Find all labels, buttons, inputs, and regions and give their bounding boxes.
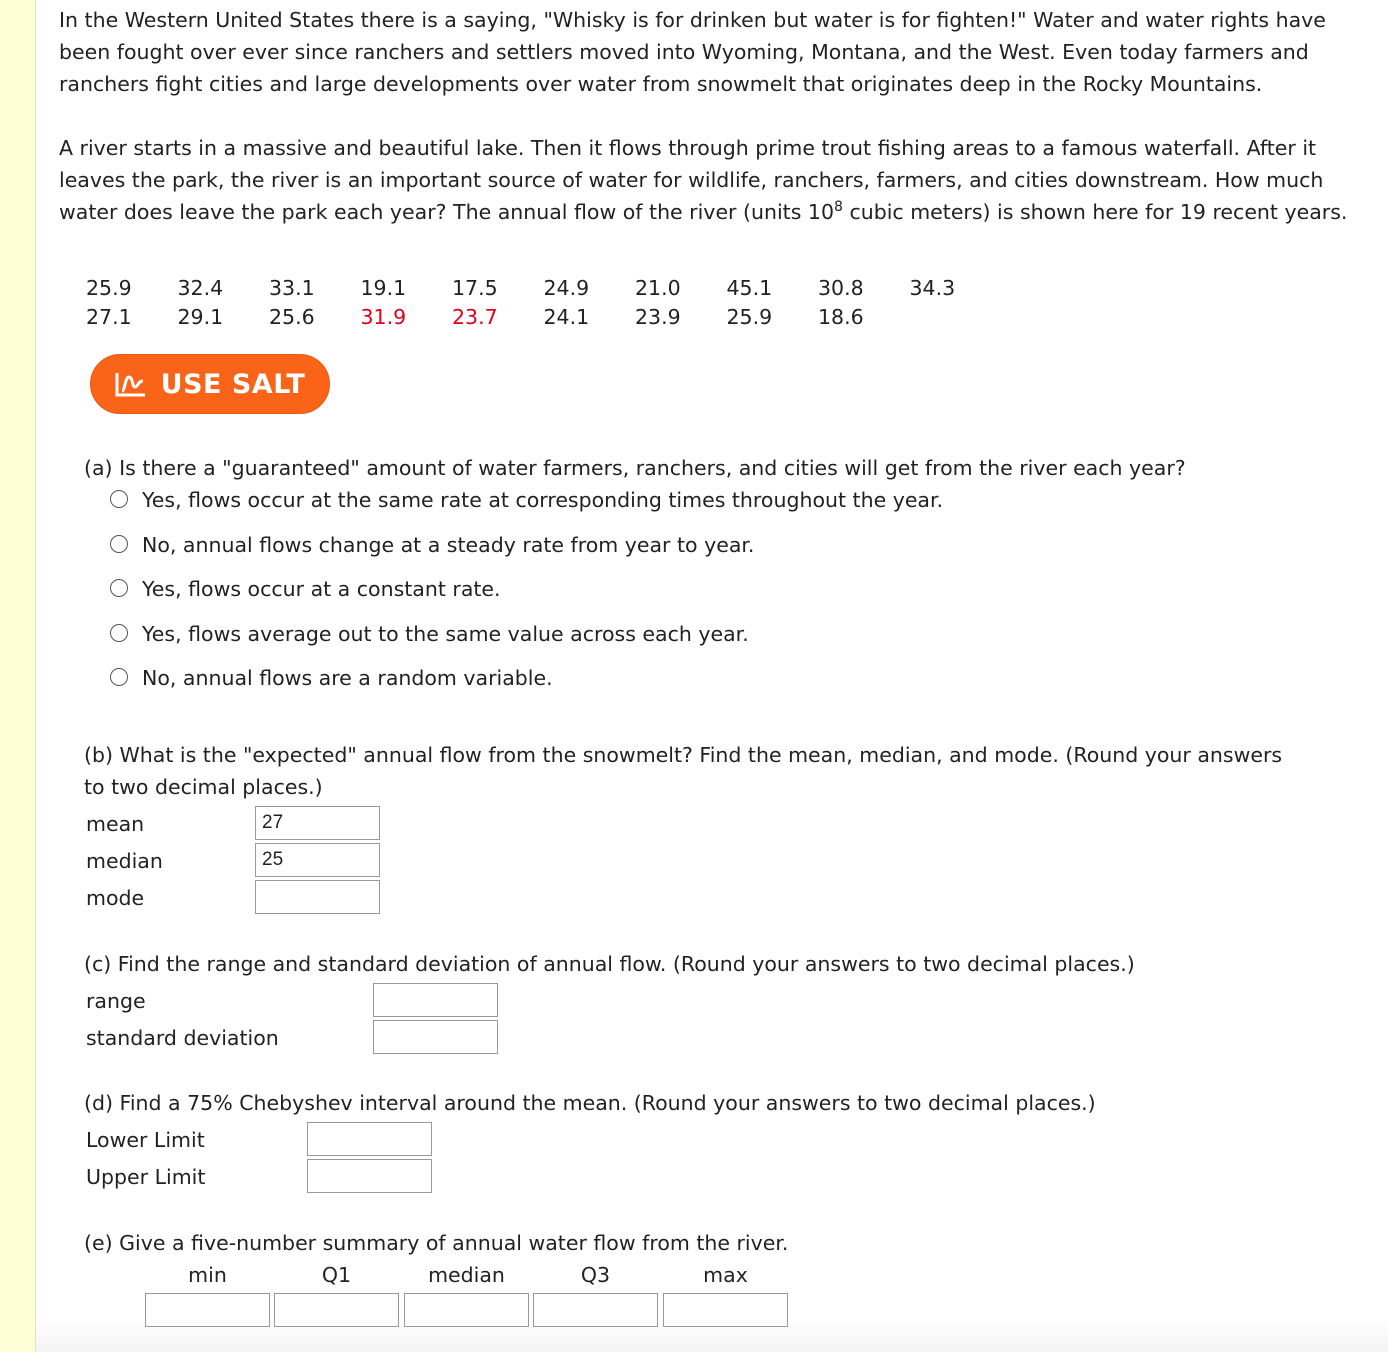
mean-input[interactable]: [255, 806, 380, 840]
option-3[interactable]: [84, 573, 1284, 618]
part-c: [84, 948, 1284, 1056]
option-5[interactable]: [84, 662, 1284, 707]
mode-label: mode: [86, 886, 145, 910]
range-row: [84, 982, 1284, 1019]
lower-limit-row: [84, 1121, 1284, 1158]
data-cell: 23.9: [635, 305, 681, 329]
option-4[interactable]: [84, 618, 1284, 663]
sd-input[interactable]: [373, 1020, 498, 1054]
q1-label: Q1: [321, 1263, 352, 1287]
use-salt-label: USE SALT: [160, 368, 306, 400]
data-row-2: [86, 303, 1001, 332]
exponent: 8: [834, 199, 843, 216]
max-label: max: [703, 1263, 748, 1287]
q1-input[interactable]: [274, 1293, 399, 1327]
radio-button[interactable]: [110, 490, 128, 508]
min-label: min: [188, 1263, 227, 1287]
part-c-question: (c) Find the range and standard deviation of annual flow. (Round your answers to two decimal places.): [84, 952, 1135, 976]
radio-button[interactable]: [110, 624, 128, 642]
intro-text: [59, 4, 1369, 228]
left-margin-strip: [0, 0, 36, 1352]
mean-row: [84, 805, 1284, 842]
mean-label: mean: [86, 812, 145, 836]
upper-limit-input[interactable]: [307, 1159, 432, 1193]
option-label: Yes, flows occur at a constant rate.: [142, 577, 501, 601]
part-d-question: (d) Find a 75% Chebyshev interval around the mean. (Round your answers to two decimal places.): [84, 1091, 1096, 1115]
median-input[interactable]: [255, 843, 380, 877]
option-2[interactable]: [84, 529, 1284, 574]
intro-paragraph-1: In the Western United States there is a saying, "Whisky is for drinken but water is for fighten!" Water and water rights have been fought over ever since ranchers and settlers moved into Wyoming, Montana, and the West. Even today farmers and ranchers fight cities and large developments over water from snowmelt that originates deep in the Rocky Mountains.: [59, 8, 1326, 96]
median-input-e[interactable]: [404, 1293, 529, 1327]
q3-input[interactable]: [533, 1293, 658, 1327]
lower-limit-label: Lower Limit: [86, 1128, 205, 1152]
data-cell: 24.1: [543, 305, 590, 329]
data-cell: 27.1: [86, 305, 132, 329]
data-cell: 25.6: [269, 305, 315, 329]
data-cell: 25.9: [86, 276, 132, 300]
data-cell: 32.4: [177, 276, 224, 300]
data-cell: 34.3: [909, 276, 956, 300]
option-label: Yes, flows occur at the same rate at corresponding times throughout the year.: [142, 488, 944, 512]
data-cell: 17.5: [452, 276, 498, 300]
part-b-question: (b) What is the "expected" annual flow from the snowmelt? Find the mean, median, and mode. (Round your answers to two decimal places.): [84, 743, 1283, 799]
mode-row: [84, 879, 1284, 916]
use-salt-button[interactable]: [90, 354, 330, 414]
data-cell-highlighted: 23.7: [452, 305, 498, 329]
data-cell: 29.1: [177, 305, 224, 329]
part-a-question: (a) Is there a "guaranteed" amount of water farmers, ranchers, and cities will get from the river each year?: [84, 456, 1186, 480]
option-label: No, annual flows are a random variable.: [142, 666, 553, 690]
data-cell: 24.9: [543, 276, 590, 300]
intro-paragraph-2: [59, 132, 1369, 228]
five-number-labels: [84, 1259, 1284, 1293]
part-a: [84, 452, 1284, 707]
data-cell: 25.9: [726, 305, 773, 329]
data-cell: 19.1: [360, 276, 407, 300]
option-1[interactable]: [84, 484, 1284, 529]
salt-chart-icon: [115, 371, 147, 397]
option-label: No, annual flows change at a steady rate from year to year.: [142, 532, 755, 557]
min-input[interactable]: [145, 1293, 270, 1327]
data-cell: 45.1: [726, 276, 773, 300]
flow-data-table: [86, 274, 1001, 332]
lower-limit-input[interactable]: [307, 1122, 432, 1156]
data-cell: 21.0: [635, 276, 681, 300]
part-b: [84, 739, 1284, 916]
data-cell: 33.1: [269, 276, 315, 300]
median-label-e: median: [428, 1263, 505, 1287]
q3-label: Q3: [580, 1263, 611, 1287]
max-input[interactable]: [663, 1293, 788, 1327]
data-cell: 18.6: [818, 305, 864, 329]
mode-input[interactable]: [255, 880, 380, 914]
part-e: [84, 1227, 1284, 1329]
option-label: Yes, flows average out to the same value across each year.: [142, 621, 749, 646]
radio-button[interactable]: [110, 535, 128, 553]
data-row-1: [86, 274, 1001, 303]
five-number-inputs: [84, 1293, 1284, 1329]
intro-paragraph-2-end: cubic meters) is shown here for 19 recent years.: [842, 200, 1348, 224]
sd-row: [84, 1019, 1284, 1056]
upper-limit-row: [84, 1158, 1284, 1195]
radio-button[interactable]: [110, 668, 128, 686]
median-label: median: [86, 849, 163, 873]
upper-limit-label: Upper Limit: [86, 1165, 206, 1189]
data-cell: 30.8: [818, 276, 864, 300]
median-row: [84, 842, 1284, 879]
part-e-question: (e) Give a five-number summary of annual water flow from the river.: [84, 1231, 789, 1255]
range-input[interactable]: [373, 983, 498, 1017]
intro-paragraph-2-start: A river starts in a massive and beautiful lake. Then it flows through prime trout fishing areas to a famous waterfall. After it leaves the park, the river is an important source of water for wildlife, ranchers, farmers, and cities downstream. How much water does leave the park each year? The annual flow of the river (units 10: [59, 136, 1324, 224]
data-cell-highlighted: 31.9: [360, 305, 407, 329]
range-label: range: [86, 989, 146, 1013]
radio-button[interactable]: [110, 579, 128, 597]
sd-label: standard deviation: [86, 1026, 279, 1050]
part-d: [84, 1087, 1284, 1195]
